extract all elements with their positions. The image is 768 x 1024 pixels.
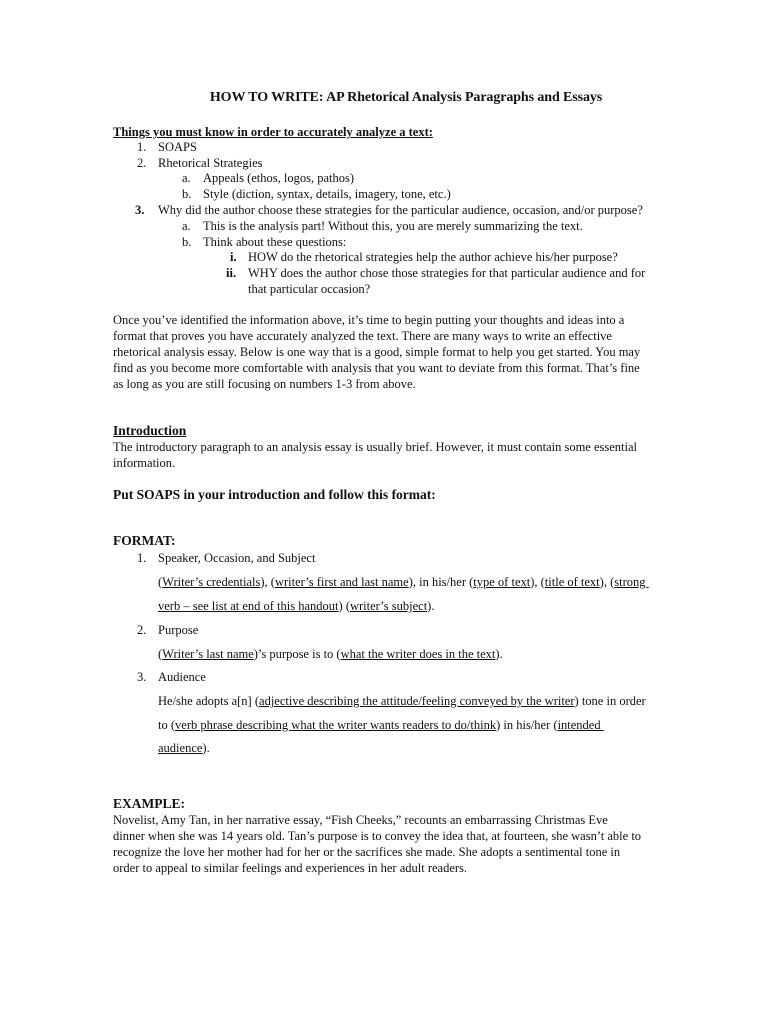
list-item-soaps: SOAPS bbox=[158, 140, 197, 154]
punctuation: ). bbox=[495, 647, 503, 661]
paragraph-line: find as you become more comfortable with analysis that you want to deviate from this format. That’s fine bbox=[113, 361, 640, 375]
blank-writers-subject: writer’s subject bbox=[349, 599, 428, 613]
sublist-item-analysis: This is the analysis part! Without this, you are merely summarizing the text. bbox=[203, 219, 583, 233]
sublist-letter: a. bbox=[182, 219, 191, 233]
sublist-letter: b. bbox=[182, 235, 192, 249]
example-heading: EXAMPLE: bbox=[113, 796, 185, 811]
punctuation: ). bbox=[202, 741, 210, 755]
blank-type-of-text: type of text bbox=[473, 575, 531, 589]
punctuation: ). bbox=[427, 599, 435, 613]
list-number: 2. bbox=[137, 156, 147, 170]
introduction-line: information. bbox=[113, 456, 176, 470]
format-item-purpose: Purpose bbox=[158, 623, 199, 637]
punctuation: ), ( bbox=[599, 575, 615, 589]
format-template-line-2 bbox=[158, 598, 434, 614]
paragraph-line: as long as you are still focusing on numbers 1-3 from above. bbox=[113, 377, 416, 391]
list-number: 1. bbox=[137, 140, 147, 154]
put-soaps-heading: Put SOAPS in your introduction and follow this format: bbox=[113, 487, 436, 502]
template-text: to ( bbox=[158, 718, 176, 732]
paragraph-line: recognize the love her mother had for her or the sacrifices she made. She adopts a sentimental tone in bbox=[113, 845, 621, 859]
sublist-item-questions: Think about these questions: bbox=[203, 235, 347, 249]
things-heading: Things you must know in order to accurately analyze a text: bbox=[113, 125, 433, 139]
blank-title-of-text: title of text bbox=[544, 575, 600, 589]
paragraph-line: Once you’ve identified the information above, it’s time to begin putting your thoughts and ideas into a bbox=[113, 313, 625, 327]
template-text: ) tone in order bbox=[574, 694, 646, 708]
example-paragraph bbox=[113, 812, 713, 876]
format-template-line-4 bbox=[158, 693, 646, 709]
punctuation: ( bbox=[158, 647, 163, 661]
punctuation: ), ( bbox=[260, 575, 275, 589]
blank-adjective-tone: adjective describing the attitude/feeling conveyed by the writer bbox=[259, 694, 575, 708]
list-number: 3. bbox=[137, 670, 147, 684]
intro-paragraph bbox=[113, 312, 713, 392]
format-template-line-6 bbox=[158, 740, 210, 756]
format-template-line-3 bbox=[158, 646, 503, 662]
blank-writers-credentials: Writer’s credentials bbox=[162, 575, 261, 589]
roman-numeral: i. bbox=[230, 250, 237, 264]
blank-strong-verb-cont: verb – see list at end of this handout bbox=[158, 599, 339, 613]
punctuation: ( bbox=[158, 575, 163, 589]
paragraph-line: dinner when she was 14 years old. Tan’s purpose is to convey the idea that, at fourteen, she wasn’t able to bbox=[113, 829, 642, 843]
format-heading: FORMAT: bbox=[113, 533, 176, 548]
question-how: HOW do the rhetorical strategies help the author achieve his/her purpose? bbox=[248, 250, 618, 264]
template-text: )’s purpose is to ( bbox=[253, 647, 341, 661]
blank-writers-name: writer’s first and last name bbox=[274, 575, 409, 589]
list-item-why: Why did the author choose these strategies for the particular audience, occasion, and/or purpose? bbox=[158, 203, 643, 217]
template-text: ), in his/her ( bbox=[408, 575, 474, 589]
format-item-audience: Audience bbox=[158, 670, 206, 684]
question-why-line2: that particular occasion? bbox=[248, 282, 371, 296]
format-template-line-5 bbox=[158, 717, 604, 733]
list-number: 1. bbox=[137, 551, 147, 565]
punctuation: ), ( bbox=[530, 575, 545, 589]
template-text: ) in his/her ( bbox=[496, 718, 558, 732]
introduction-line: The introductory paragraph to an analysis essay is usually brief. However, it must contain some essential bbox=[113, 440, 638, 454]
blank-intended-audience: intended bbox=[557, 718, 604, 732]
sublist-letter: b. bbox=[182, 187, 192, 201]
blank-writers-last-name: Writer’s last name bbox=[162, 647, 254, 661]
blank-what-writer-does: what the writer does in the text bbox=[340, 647, 496, 661]
question-why-line1: WHY does the author chose those strategies for that particular audience and for bbox=[248, 266, 646, 280]
list-item-rhetorical-strategies: Rhetorical Strategies bbox=[158, 156, 263, 170]
blank-audience-cont: audience bbox=[158, 741, 203, 755]
blank-verb-phrase: verb phrase describing what the writer wants readers to do/think bbox=[175, 718, 497, 732]
format-template-line-1 bbox=[158, 574, 649, 590]
roman-numeral: ii. bbox=[226, 266, 237, 280]
introduction-heading: Introduction bbox=[113, 423, 187, 438]
list-number: 2. bbox=[137, 623, 147, 637]
punctuation: ) ( bbox=[338, 599, 350, 613]
document-title: HOW TO WRITE: AP Rhetorical Analysis Paragraphs and Essays bbox=[209, 90, 603, 105]
template-text: He/she adopts a[n] ( bbox=[158, 694, 260, 708]
blank-strong-verb: strong bbox=[614, 575, 649, 589]
paragraph-line: Novelist, Amy Tan, in her narrative essay, “Fish Cheeks,” recounts an embarrassing Christmas Eve bbox=[113, 813, 608, 827]
paragraph-line: format that proves you have accurately analyzed the text. There are many ways to write an effective bbox=[113, 329, 612, 343]
paragraph-line: order to appeal to similar feelings and experiences in her adult readers. bbox=[113, 861, 468, 875]
paragraph-line: rhetorical analysis essay. Below is one way that is a good, simple format to help you get started. You may bbox=[113, 345, 641, 359]
sublist-item-appeals: Appeals (ethos, logos, pathos) bbox=[203, 171, 355, 185]
sublist-item-style: Style (diction, syntax, details, imagery, tone, etc.) bbox=[203, 187, 451, 201]
sublist-letter: a. bbox=[182, 171, 191, 185]
list-number: 3. bbox=[135, 203, 145, 217]
format-item-speaker: Speaker, Occasion, and Subject bbox=[158, 551, 316, 565]
